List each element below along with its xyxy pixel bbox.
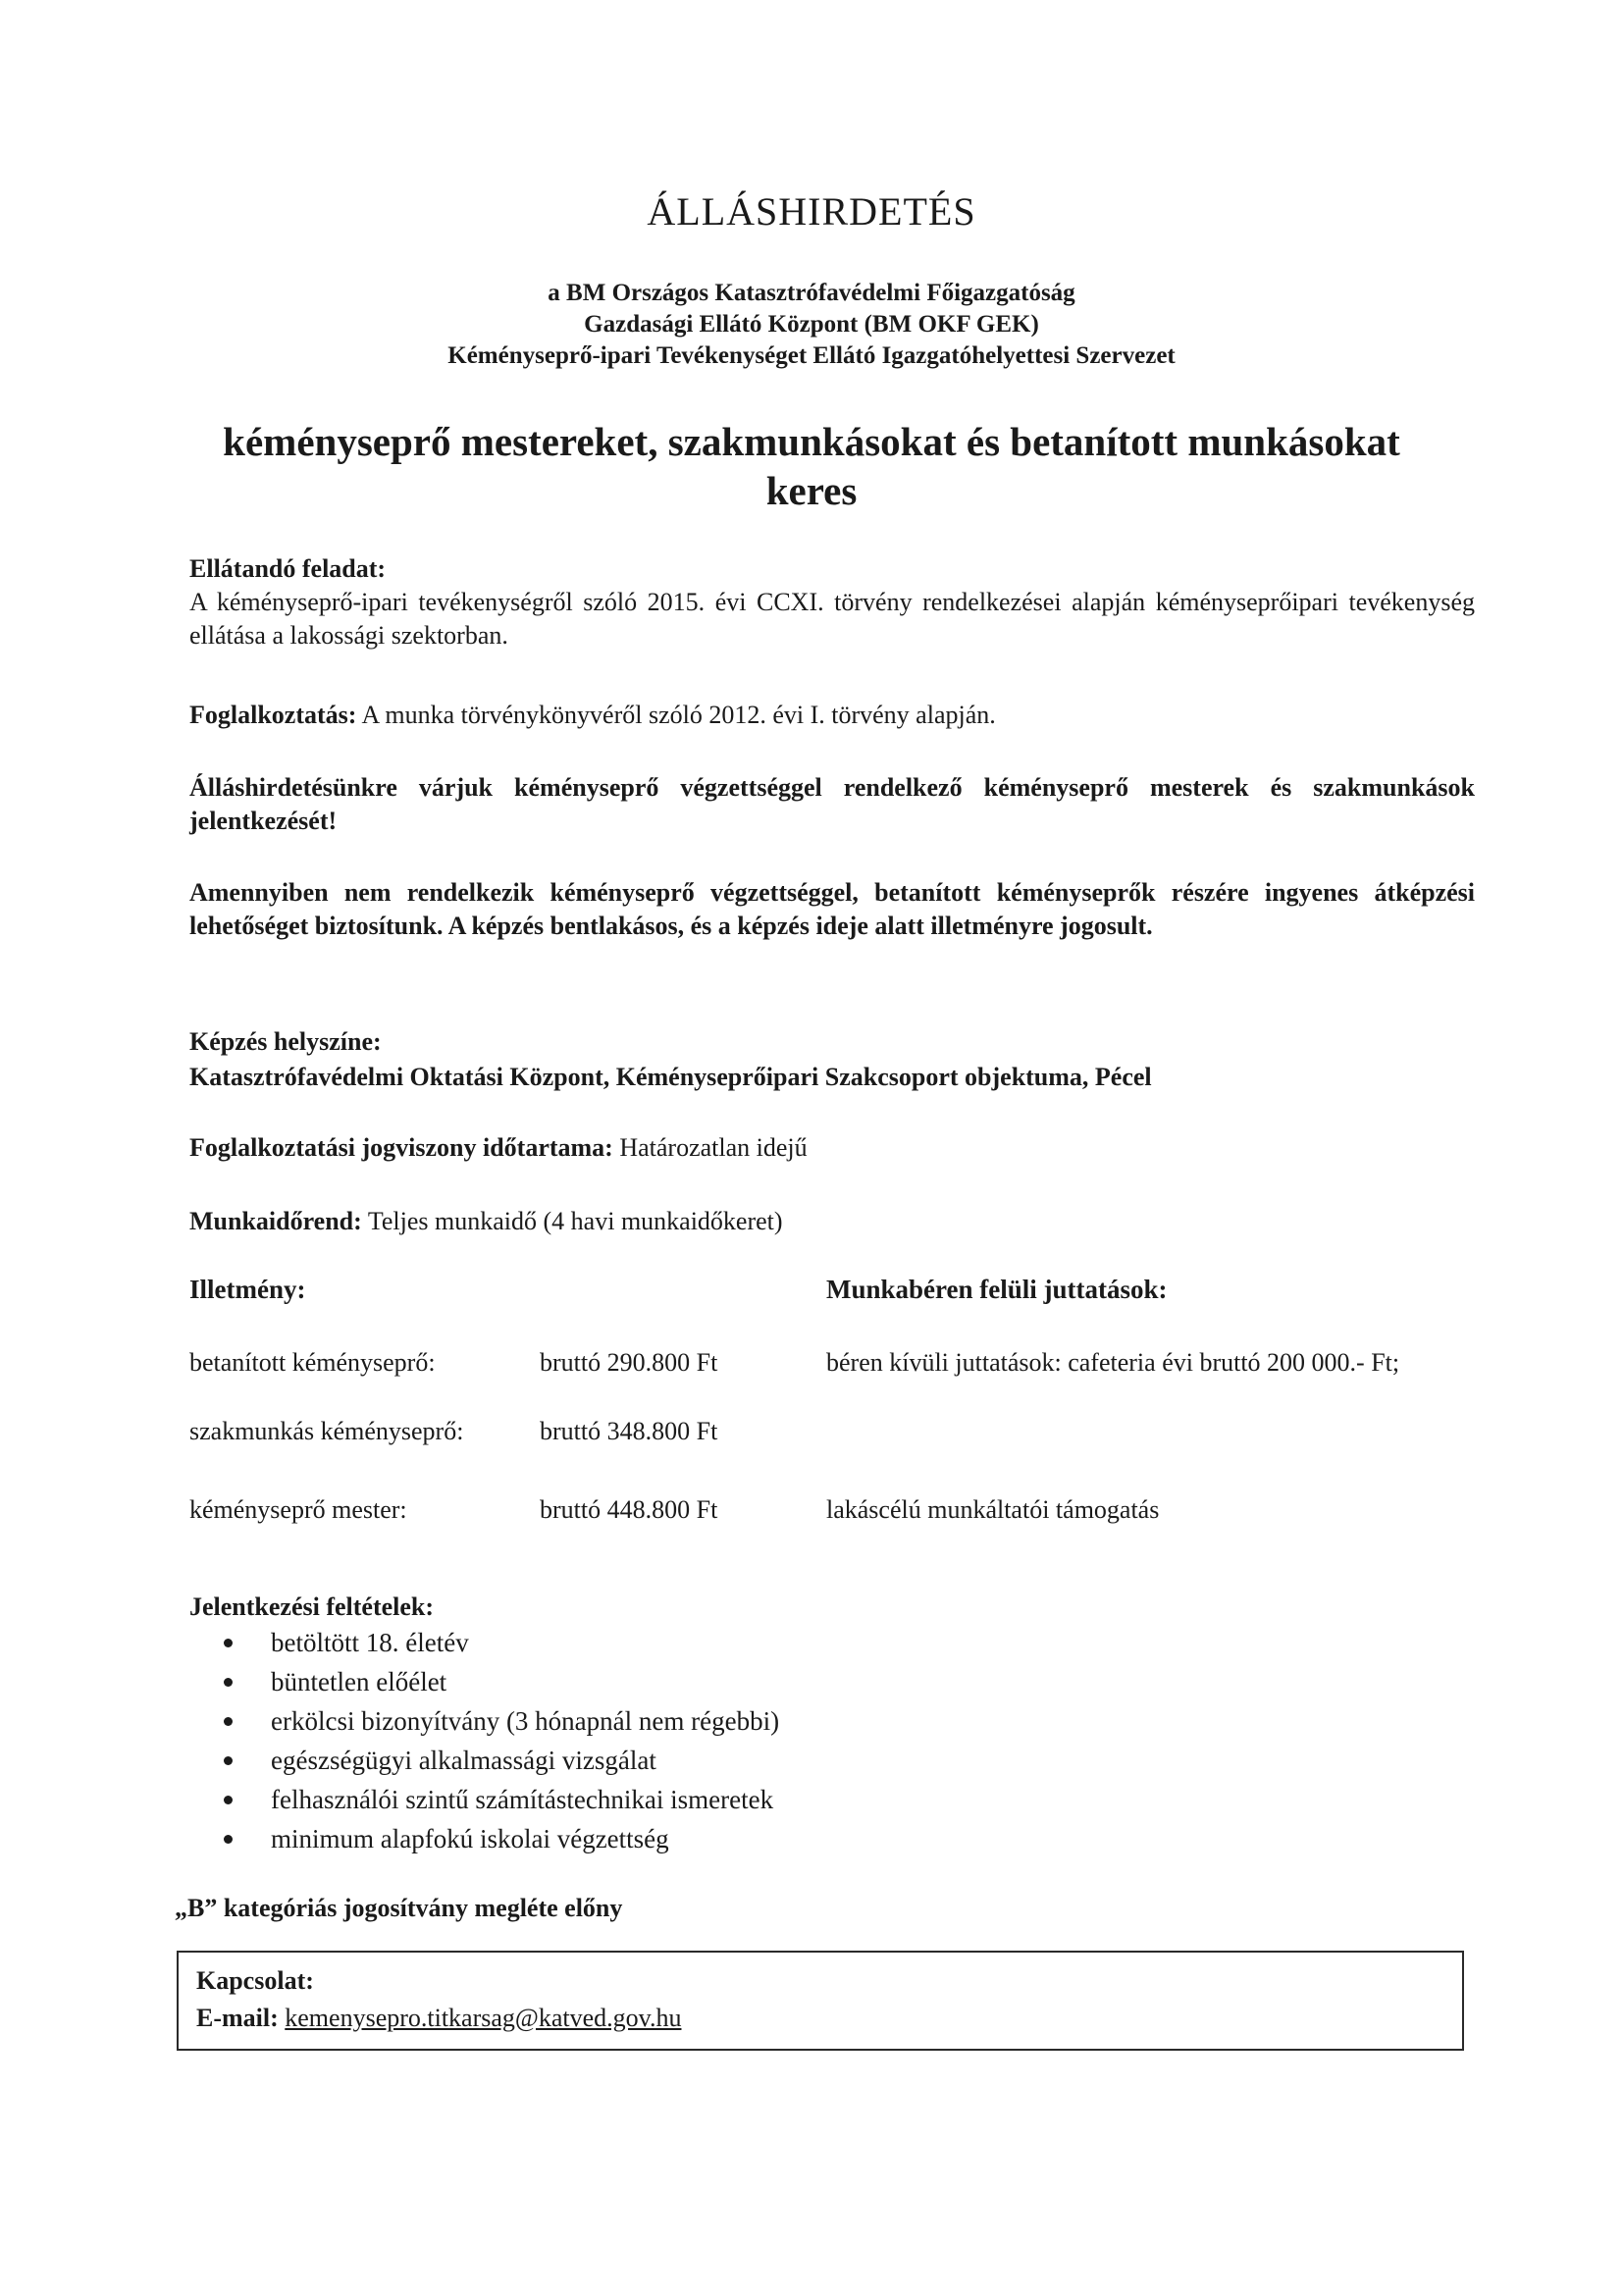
- headline-line-1: kéményseprő mestereket, szakmunkásokat és betanított munkásokat: [223, 419, 1400, 464]
- requirements-label: Jelentkezési feltételek:: [189, 1592, 435, 1621]
- bullet-icon: [224, 1756, 233, 1765]
- employment-text: A munka törvénykönyvéről szóló 2012. évi I. törvény alapján.: [361, 701, 996, 729]
- duration-section: [189, 1131, 1475, 1165]
- benefit-item-1: béren kívüli juttatások: cafeteria évi bruttó 200 000.- Ft;: [826, 1348, 1400, 1377]
- email-label: E-mail:: [196, 2004, 279, 2032]
- list-item: felhasználói szintű számítástechnikai ismeretek: [173, 1780, 1350, 1819]
- benefit-item-2: lakáscélú munkáltatói támogatás: [826, 1495, 1160, 1524]
- list-item: erkölcsi bizonyítvány (3 hónapnál nem régebbi): [173, 1701, 1350, 1741]
- call-text: Álláshirdetésünkre várjuk kéményseprő végzettséggel rendelkező kéményseprő mesterek és szakmunkások jelentkezését!: [189, 773, 1475, 835]
- work-schedule-value: Teljes munkaidő (4 havi munkaidőkeret): [367, 1207, 783, 1235]
- contact-label: Kapcsolat:: [196, 1966, 314, 1995]
- salary-amount-2: bruttó 348.800 Ft: [540, 1417, 718, 1445]
- contact-email-row: [196, 2002, 681, 2035]
- employment-label: Foglalkoztatás:: [189, 701, 357, 729]
- requirements-list: [173, 1623, 1350, 1858]
- salary-position-1: betanított kéményseprő:: [189, 1348, 436, 1377]
- list-item: minimum alapfokú iskolai végzettség: [173, 1819, 1350, 1858]
- employment-section: [189, 699, 1475, 732]
- list-item: betöltött 18. életév: [173, 1623, 1350, 1662]
- duration-value: Határozatlan idejű: [619, 1133, 808, 1162]
- bullet-icon: [224, 1835, 233, 1844]
- salary-amount-1: bruttó 290.800 Ft: [540, 1348, 718, 1377]
- contact-box: [177, 1951, 1464, 2051]
- training-location-text: Katasztrófavédelmi Oktatási Központ, Kéményseprőipari Szakcsoport objektuma, Pécel: [189, 1063, 1152, 1091]
- page-title: ÁLLÁSHIRDETÉS: [647, 189, 976, 234]
- task-label: Ellátandó feladat:: [189, 554, 387, 583]
- benefits-header: Munkabéren felüli juttatások:: [826, 1275, 1168, 1304]
- task-text: A kéményseprő-ipari tevékenységről szóló 2015. évi CCXI. törvény rendelkezései alapján kéményseprőipari tevékenység ellátása a lakossági szektorban.: [189, 588, 1475, 650]
- bullet-icon: [224, 1796, 233, 1804]
- salary-header: Illetmény:: [189, 1275, 306, 1304]
- bullet-icon: [224, 1639, 233, 1647]
- list-item: büntetlen előélet: [173, 1662, 1350, 1701]
- salary-amount-3: bruttó 448.800 Ft: [540, 1495, 718, 1524]
- training-location-label: Képzés helyszíne:: [189, 1027, 382, 1056]
- bullet-icon: [224, 1717, 233, 1726]
- list-item: egészségügyi alkalmassági vizsgálat: [173, 1741, 1350, 1780]
- work-schedule-section: [189, 1205, 1475, 1238]
- organization-line-1: a BM Országos Katasztrófavédelmi Főigazgatóság: [548, 280, 1075, 306]
- headline-line-2: keres: [765, 468, 858, 513]
- bullet-icon: [224, 1678, 233, 1687]
- training-text: Amennyiben nem rendelkezik kéményseprő végzettséggel, betanított kéményseprők részére ingyenes átképzési lehetőséget biztosítunk. A képzés bentlakásos, és a képzés ideje alatt illetményre jogosult.: [189, 878, 1475, 940]
- salary-position-3: kéményseprő mester:: [189, 1495, 407, 1524]
- salary-position-2: szakmunkás kéményseprő:: [189, 1417, 464, 1445]
- organization-line-2: Gazdasági Ellátó Központ (BM OKF GEK): [584, 311, 1039, 338]
- email-link[interactable]: kemenysepro.titkarsag@katved.gov.hu: [285, 2004, 682, 2032]
- work-schedule-label: Munkaidőrend:: [189, 1207, 362, 1235]
- organization-line-3: Kéményseprő-ipari Tevékenységet Ellátó Igazgatóhelyettesi Szervezet: [447, 342, 1176, 369]
- duration-label: Foglalkoztatási jogviszony időtartama:: [189, 1133, 613, 1162]
- advantage-note: „B” kategóriás jogosítvány megléte előny: [175, 1894, 623, 1922]
